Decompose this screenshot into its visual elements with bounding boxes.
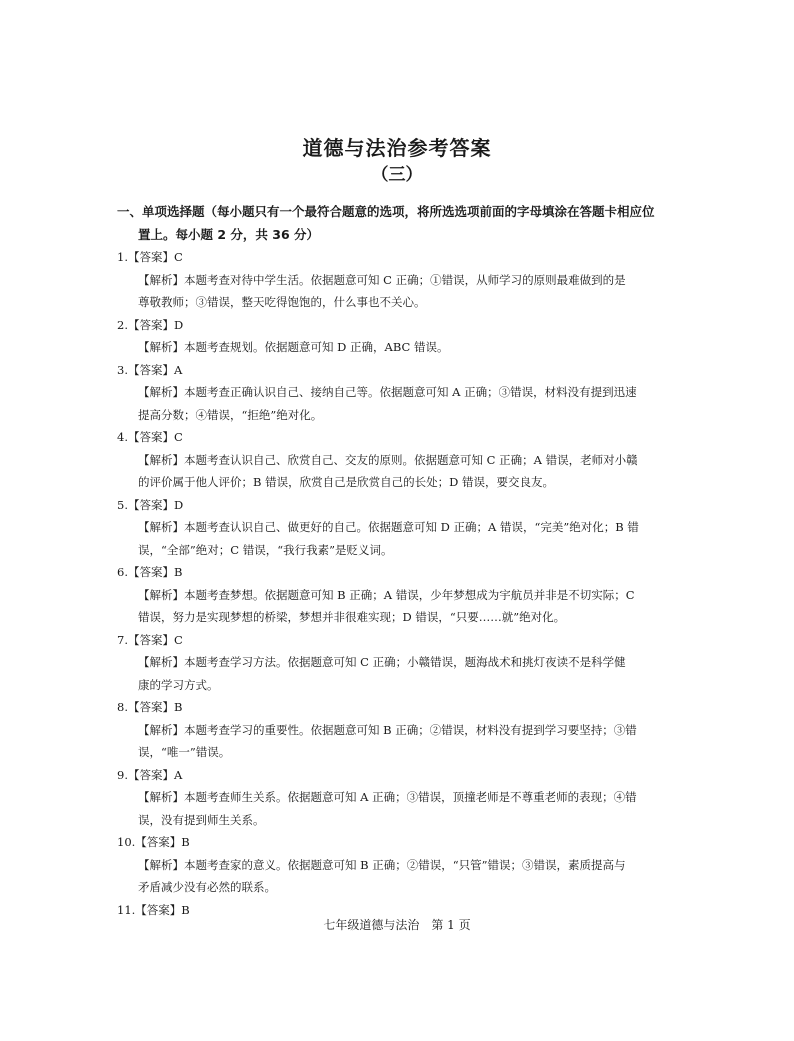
- explanation-line: 误，没有提到师生关系。: [138, 812, 265, 827]
- answer-item: [117, 246, 689, 314]
- explanation-line: 矛盾减少没有必然的联系。: [138, 880, 276, 894]
- answer-explanation: [117, 584, 689, 629]
- page-subtitle: （三）: [371, 165, 423, 185]
- explanation-line: 【解析】本题考查正确认识自己、接纳自己等。依据题意可知 A 正确；③错误，材料没有提到迅速: [138, 385, 637, 399]
- answer-key: 3.【答案】A: [117, 362, 183, 377]
- answer-key: 5.【答案】D: [117, 497, 184, 512]
- answer-key: 2.【答案】D: [117, 317, 184, 332]
- answer-explanation: [117, 381, 689, 426]
- answer-explanation: [117, 786, 689, 831]
- section-heading: [117, 200, 677, 246]
- answer-key: 11.【答案】B: [117, 902, 190, 917]
- explanation-line: 【解析】本题考查学习的重要性。依据题意可知 B 正确；②错误，材料没有提到学习要坚持；③错: [138, 722, 637, 737]
- explanation-line: 【解析】本题考查家的意义。依据题意可知 B 正确；②错误，“只管”错误；③错误，素质提高与: [138, 857, 626, 872]
- answer-item: [117, 831, 689, 899]
- page-footer: 七年级道德与法治 第 1 页: [323, 918, 471, 932]
- answer-item: [117, 494, 689, 562]
- explanation-line: 误，“唯一”错误。: [138, 745, 231, 759]
- answer-explanation: [117, 854, 689, 899]
- explanation-line: 提高分数；④错误，“拒绝”绝对化。: [138, 407, 323, 422]
- explanation-line: 的评价属于他人评价；B 错误，欣赏自己是欣赏自己的长处；D 错误，要交良友。: [138, 475, 554, 489]
- explanation-line: 【解析】本题考查认识自己、做更好的自己。依据题意可知 D 正确；A 错误，“完美”绝对化；B 错: [138, 520, 639, 534]
- explanation-line: 【解析】本题考查认识自己、欣赏自己、交友的原则。依据题意可知 C 正确；A 错误，老师对小赣: [138, 452, 638, 467]
- explanation-line: 康的学习方式。: [138, 677, 219, 692]
- answer-item: [117, 629, 689, 697]
- answer-explanation: [117, 336, 689, 359]
- answer-item: [117, 359, 689, 427]
- answer-item: [117, 764, 689, 832]
- answer-key: 6.【答案】B: [117, 565, 183, 579]
- answer-item: [117, 561, 689, 629]
- page-title: 道德与法治参考答案: [302, 136, 492, 160]
- explanation-line: 【解析】本题考查对待中学生活。依据题意可知 C 正确；①错误，从师学习的原则最难做到的是: [138, 272, 626, 287]
- answer-item: [117, 426, 689, 494]
- answer-list: [117, 246, 689, 921]
- answer-key: 4.【答案】C: [117, 430, 183, 444]
- answer-explanation: [117, 449, 689, 494]
- explanation-line: 尊敬教师；③错误，整天吃得饱饱的，什么事也不关心。: [138, 295, 426, 309]
- answer-item: [117, 696, 689, 764]
- explanation-line: 【解析】本题考查规划。依据题意可知 D 正确，ABC 错误。: [138, 340, 449, 354]
- answer-explanation: [117, 651, 689, 696]
- explanation-line: 【解析】本题考查师生关系。依据题意可知 A 正确；③错误，顶撞老师是不尊重老师的表现；④错: [138, 790, 637, 804]
- answer-key: 1.【答案】C: [117, 250, 183, 264]
- explanation-line: 【解析】本题考查学习方法。依据题意可知 C 正确；小赣错误，题海战术和挑灯夜读不是科学健: [138, 655, 626, 669]
- section-heading-line-1: 一、单项选择题（每小题只有一个最符合题意的选项，将所选选项前面的字母填涂在答题卡相应位: [117, 204, 655, 219]
- answer-explanation: [117, 719, 689, 764]
- answer-key: 8.【答案】B: [117, 700, 183, 714]
- answer-explanation: [117, 516, 689, 561]
- answer-key: 9.【答案】A: [117, 767, 183, 782]
- answer-item: [117, 314, 689, 359]
- explanation-line: 【解析】本题考查梦想。依据题意可知 B 正确；A 错误，少年梦想成为宇航员并非是不切实际；C: [138, 587, 635, 602]
- section-heading-line-2: 置上。每小题 2 分，共 36 分）: [138, 227, 320, 242]
- answer-explanation: [117, 269, 689, 314]
- answer-key: 10.【答案】B: [117, 835, 190, 849]
- explanation-line: 误，“全部”绝对；C 错误，“我行我素”是贬义词。: [138, 542, 393, 557]
- answer-key: 7.【答案】C: [117, 632, 183, 647]
- explanation-line: 错误，努力是实现梦想的桥梁，梦想并非很难实现；D 错误，“只要……就”绝对化。: [138, 610, 566, 624]
